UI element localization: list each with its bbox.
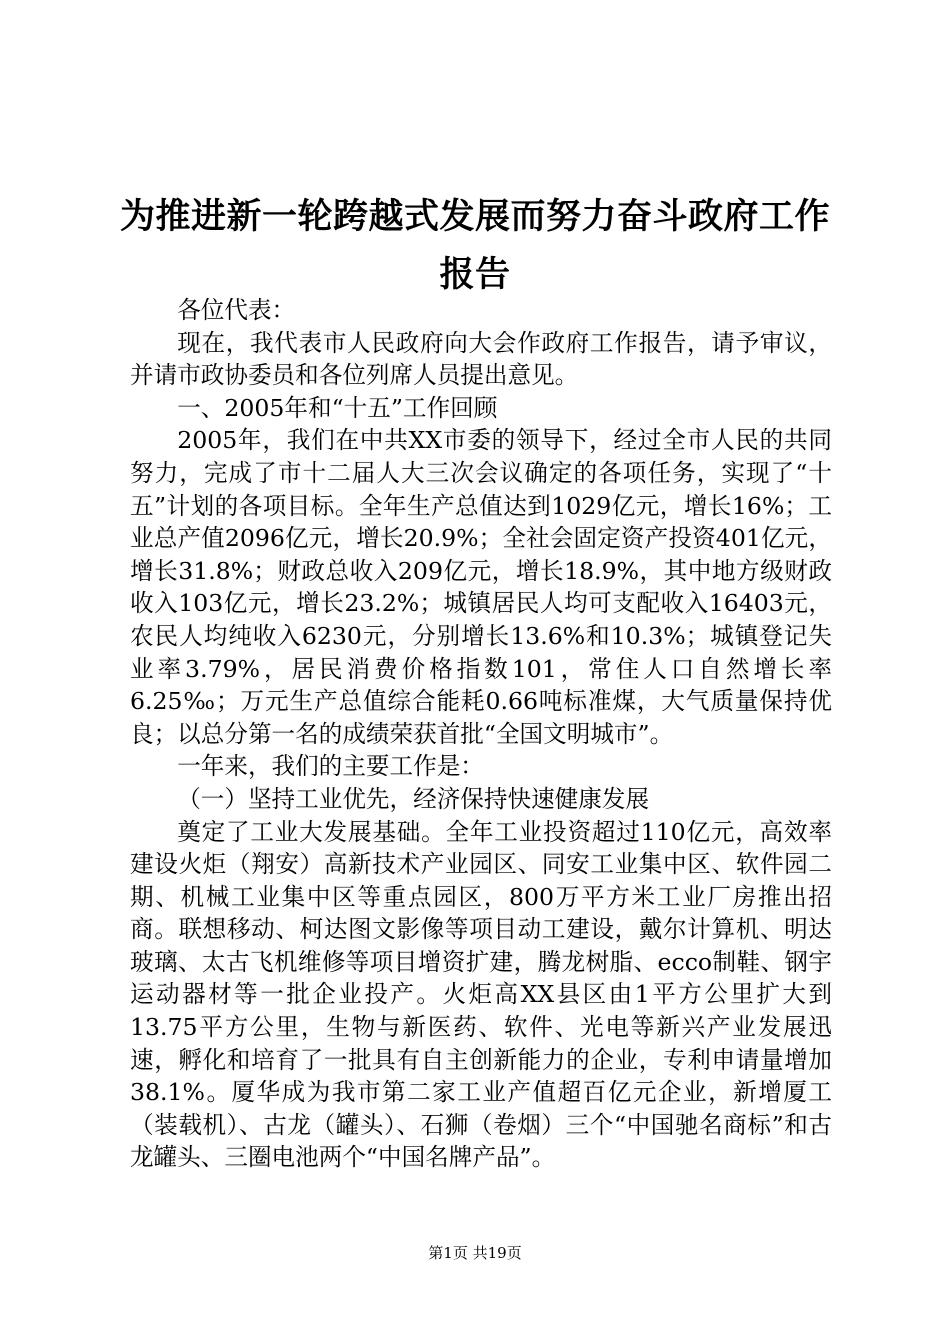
paragraph-intro: 现在，我代表市人民政府向大会作政府工作报告，请予审议，并请市政协委员和各位列席人员提出意见。 [130, 328, 832, 390]
document-title: 为推进新一轮跨越式发展而努力奋斗政府工作报告 [119, 196, 830, 295]
paragraph-2005-summary: 2005年，我们在中共XX市委的领导下，经过全市人民的共同努力，完成了市十二届人大三次会议确定的各项任务，实现了“十五”计划的各项目标。全年生产总值达到1029亿元，增长16%；工业总产值2096亿元，增长20.9%；全社会固定资产投资401亿元，增长31.8%；财政总收入209亿元，增长18.9%，其中地方级财政收入103亿元，增长23.2%；城镇居民人均可支配收入16403元，农民人均纯收入6230元，分别增长13.6%和10.3%；城镇登记失业率3.79%，居民消费价格指数101，常住人口自然增长率6.25‰；万元生产总值综合能耗0.66吨标准煤，大气质量保持优良；以总分第一名的成绩荣获首批“全国文明城市”。 [130, 426, 832, 748]
subsection-heading-industry: （一）坚持工业优先，经济保持快速健康发展 [177, 784, 650, 813]
document-body [130, 294, 832, 1174]
page-footer: 第1页 共19页 [428, 1244, 522, 1262]
paragraph-salutation: 各位代表： [177, 296, 296, 324]
section-heading-review: 一、2005年和“十五”工作回顾 [177, 393, 498, 422]
paragraph-industry: 奠定了工业大发展基础。全年工业投资超过110亿元，高效率建设火炬（翔安）高新技术产业园区、同安工业集中区、软件园二期、机械工业集中区等重点园区，800万平方米工业厂房推出招商。联想移动、柯达图文影像等项目动工建设，戴尔计算机、明达玻璃、太古飞机维修等项目增资扩建，腾龙树脂、ecco制鞋、钢宇运动器材等一批企业投产。火炬高XX县区由1平方公里扩大到13.75平方公里，生物与新医药、软件、光电等新兴产业发展迅速，孵化和培育了一批具有自主创新能力的企业，专利申请量增加38.1%。厦华成为我市第二家工业产值超百亿元企业，新增厦工（装载机）、古龙（罐头）、石狮（卷烟）三个“中国驰名商标”和古龙罐头、三圈电池两个“中国名牌产品”。 [130, 817, 832, 1172]
paragraph-main-work: 一年来，我们的主要工作是： [177, 752, 484, 781]
